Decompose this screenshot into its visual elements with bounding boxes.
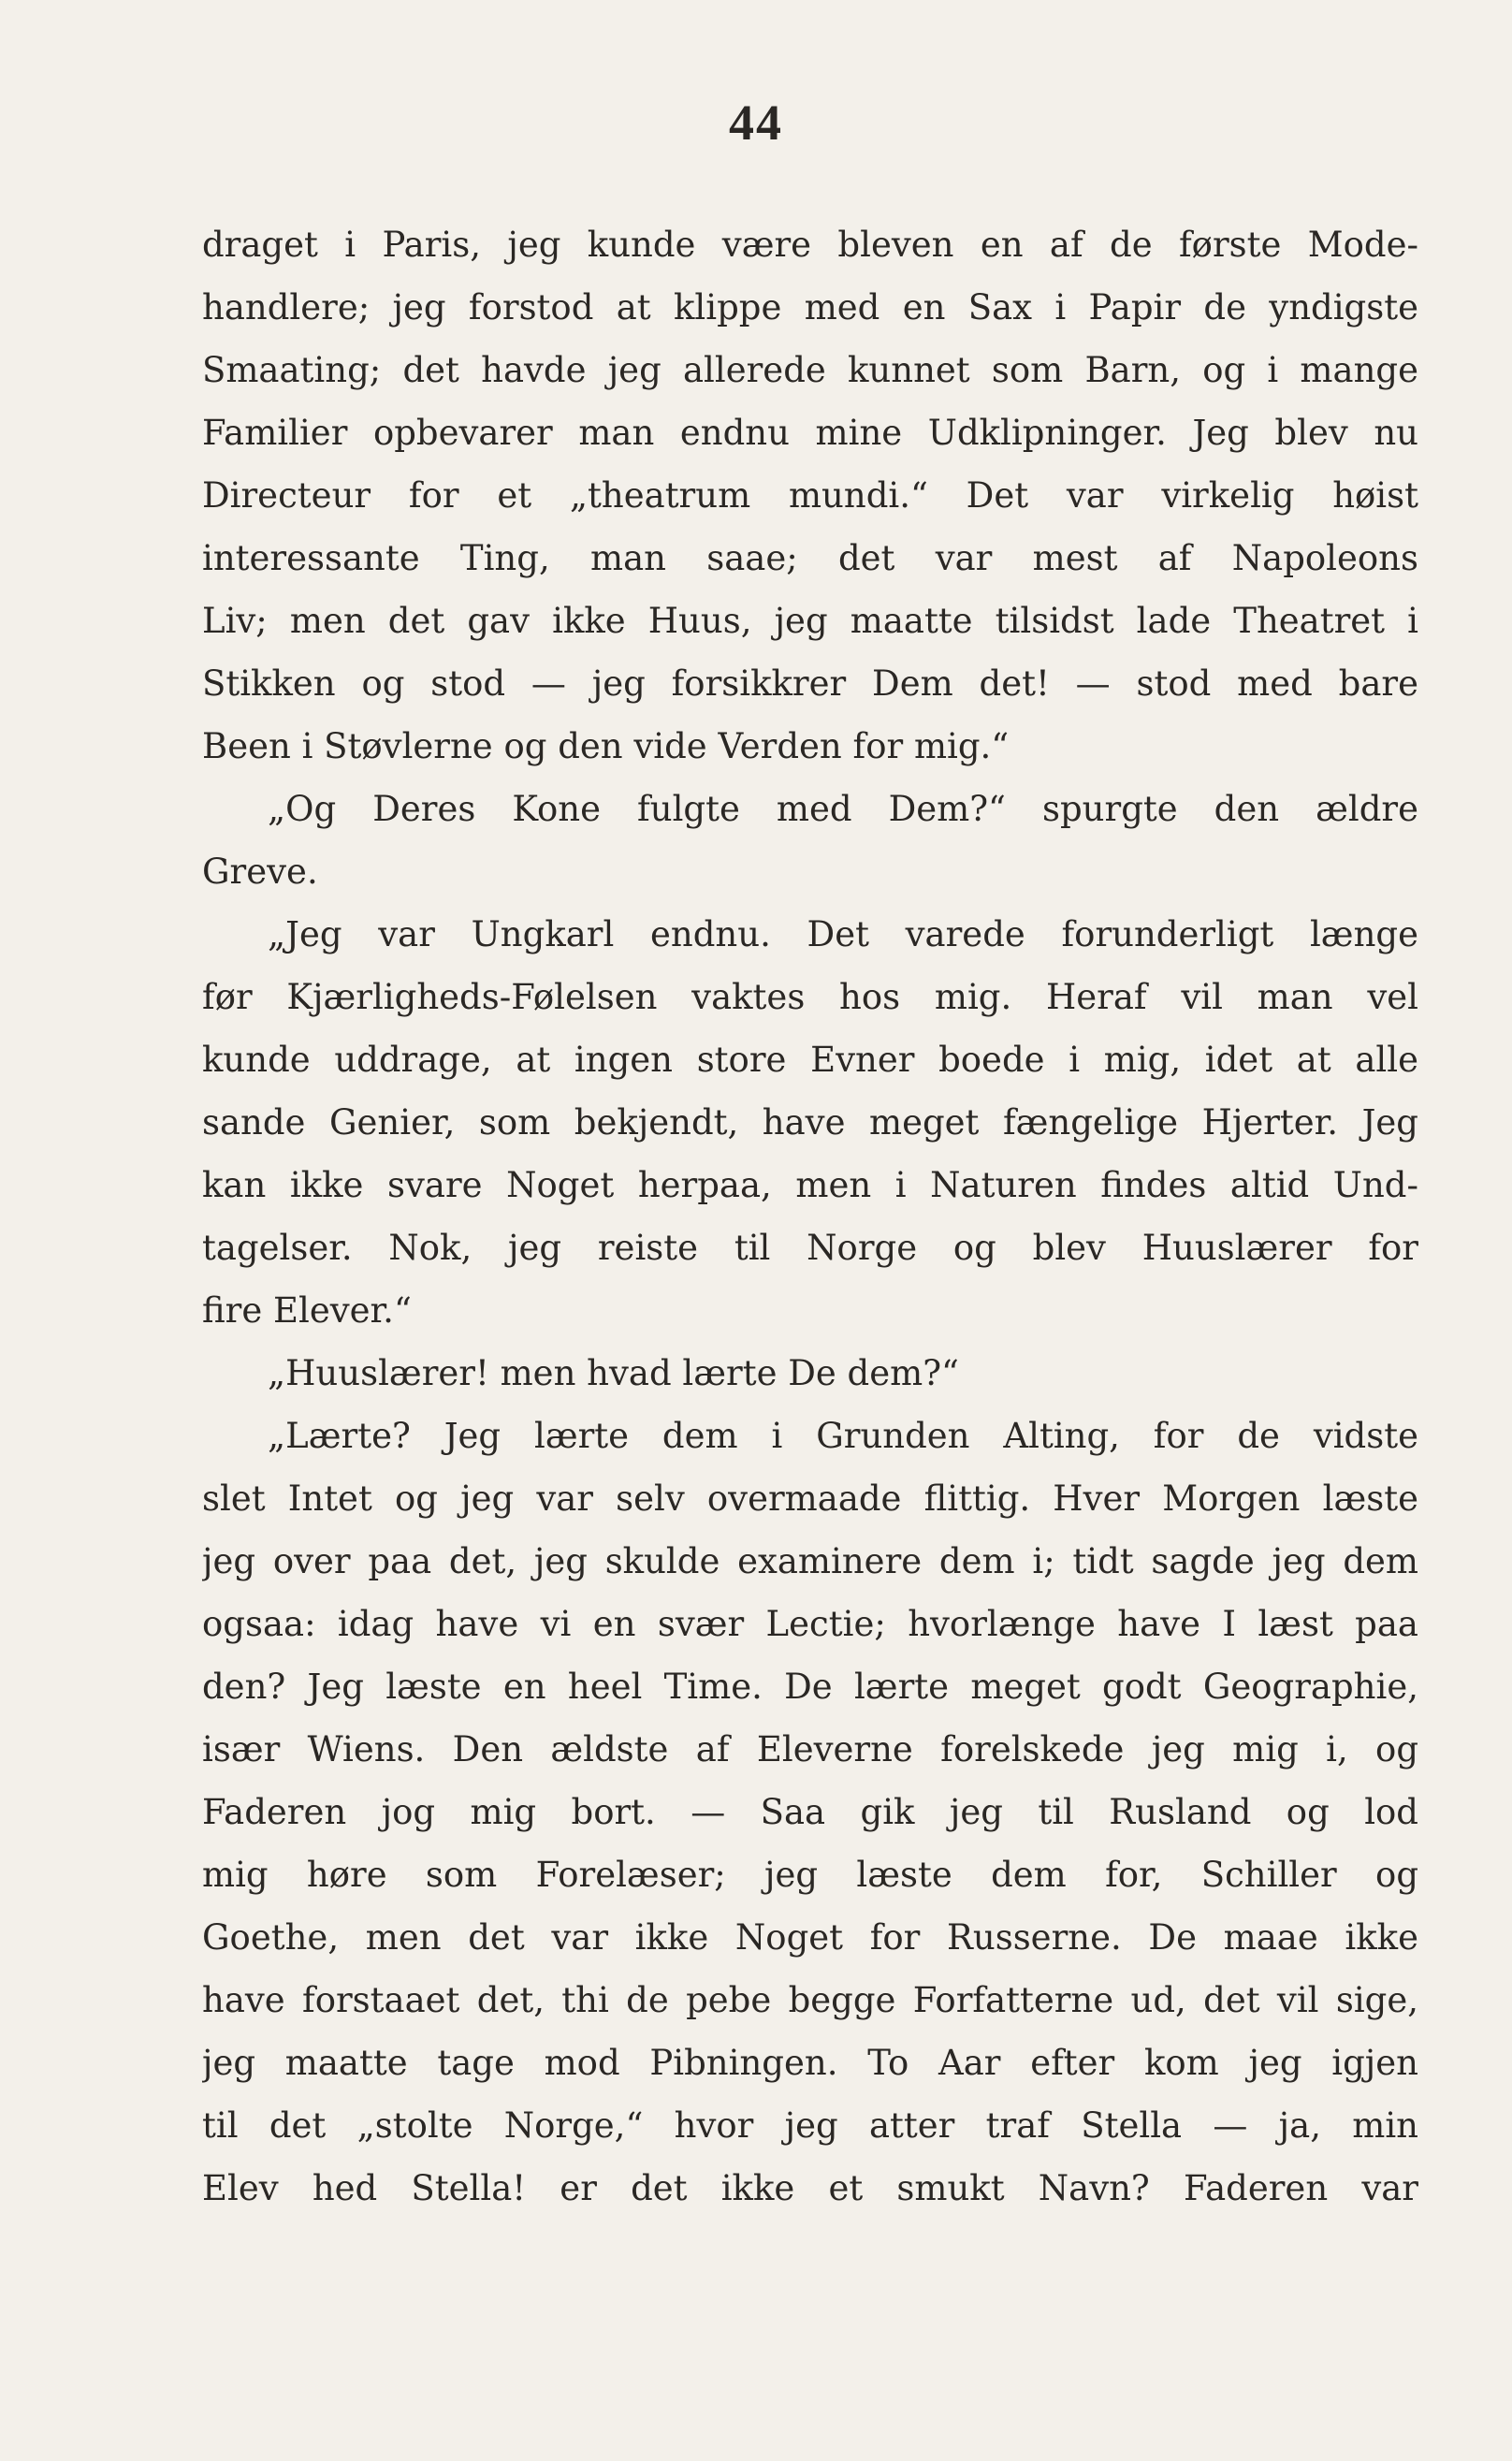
text-line: jeg maatte tage mod Pibningen. To Aar efter kom jeg igjen	[202, 2043, 1418, 2083]
text-line: Stikken og stod — jeg forsikkrer Dem det! — stod med bare	[202, 663, 1418, 704]
text-line: Greve.	[202, 852, 318, 892]
text-line: handlere; jeg forstod at klippe med en Sax i Papir de yndigste	[202, 287, 1418, 328]
text-line: kunde uddrage, at ingen store Evner boede i mig, idet at alle	[202, 1040, 1418, 1080]
text-line: tagelser. Nok, jeg reiste til Norge og blev Huuslærer for	[202, 1228, 1418, 1268]
text-line: Smaating; det havde jeg allerede kunnet som Barn, og i mange	[202, 350, 1418, 390]
text-line: draget i Paris, jeg kunde være bleven en af de første Mode-	[202, 225, 1418, 265]
text-line: Goethe, men det var ikke Noget for Russerne. De maae ikke	[202, 1917, 1418, 1958]
text-line: Familier opbevarer man endnu mine Udklipninger. Jeg blev nu	[202, 413, 1418, 453]
text-line: kan ikke svare Noget herpaa, men i Naturen findes altid Und-	[202, 1165, 1418, 1205]
text-line: „Og Deres Kone fulgte med Dem?“ spurgte den ældre	[268, 789, 1418, 829]
text-line: Faderen jog mig bort. — Saa gik jeg til Rusland og lod	[202, 1792, 1418, 1832]
text-line: have forstaaet det, thi de pebe begge Forfatterne ud, det vil sige,	[202, 1980, 1418, 2020]
text-line: Liv; men det gav ikke Huus, jeg maatte tilsidst lade Theatret i	[202, 601, 1418, 641]
text-line: Been i Støvlerne og den vide Verden for mig.“	[202, 726, 1010, 766]
text-line: før Kjærligheds-Følelsen vaktes hos mig. Heraf vil man vel	[202, 977, 1418, 1017]
text-line: mig høre som Forelæser; jeg læste dem for, Schiller og	[202, 1855, 1418, 1895]
text-line: „Huuslærer! men hvad lærte De dem?“	[268, 1353, 959, 1393]
text-line: slet Intet og jeg var selv overmaade flittig. Hver Morgen læste	[202, 1478, 1418, 1519]
text-line: fire Elever.“	[202, 1290, 412, 1331]
text-line: interessante Ting, man saae; det var mest af Napoleons	[202, 538, 1418, 578]
text-line: „Lærte? Jeg lærte dem i Grunden Alting, for de vidste	[268, 1416, 1418, 1456]
text-line: især Wiens. Den ældste af Eleverne forelskede jeg mig i, og	[202, 1729, 1418, 1769]
body-text	[202, 213, 1418, 2220]
text-line: til det „stolte Norge,“ hvor jeg atter traf Stella — ja, min	[202, 2105, 1418, 2146]
text-line: ogsaa: idag have vi en svær Lectie; hvorlænge have I læst paa	[202, 1604, 1418, 1644]
page-number: 44	[729, 95, 783, 151]
text-line: „Jeg var Ungkarl endnu. Det varede forunderligt længe	[268, 914, 1418, 954]
text-line: den? Jeg læste en heel Time. De lærte meget godt Geographie,	[202, 1667, 1418, 1707]
text-line: Elev hed Stella! er det ikke et smukt Navn? Faderen var	[202, 2168, 1418, 2208]
text-line: sande Genier, som bekjendt, have meget fængelige Hjerter. Jeg	[202, 1102, 1418, 1143]
text-line: jeg over paa det, jeg skulde examinere dem i; tidt sagde jeg dem	[202, 1541, 1418, 1581]
text-line: Directeur for et „theatrum mundi.“ Det var virkelig høist	[202, 475, 1418, 516]
